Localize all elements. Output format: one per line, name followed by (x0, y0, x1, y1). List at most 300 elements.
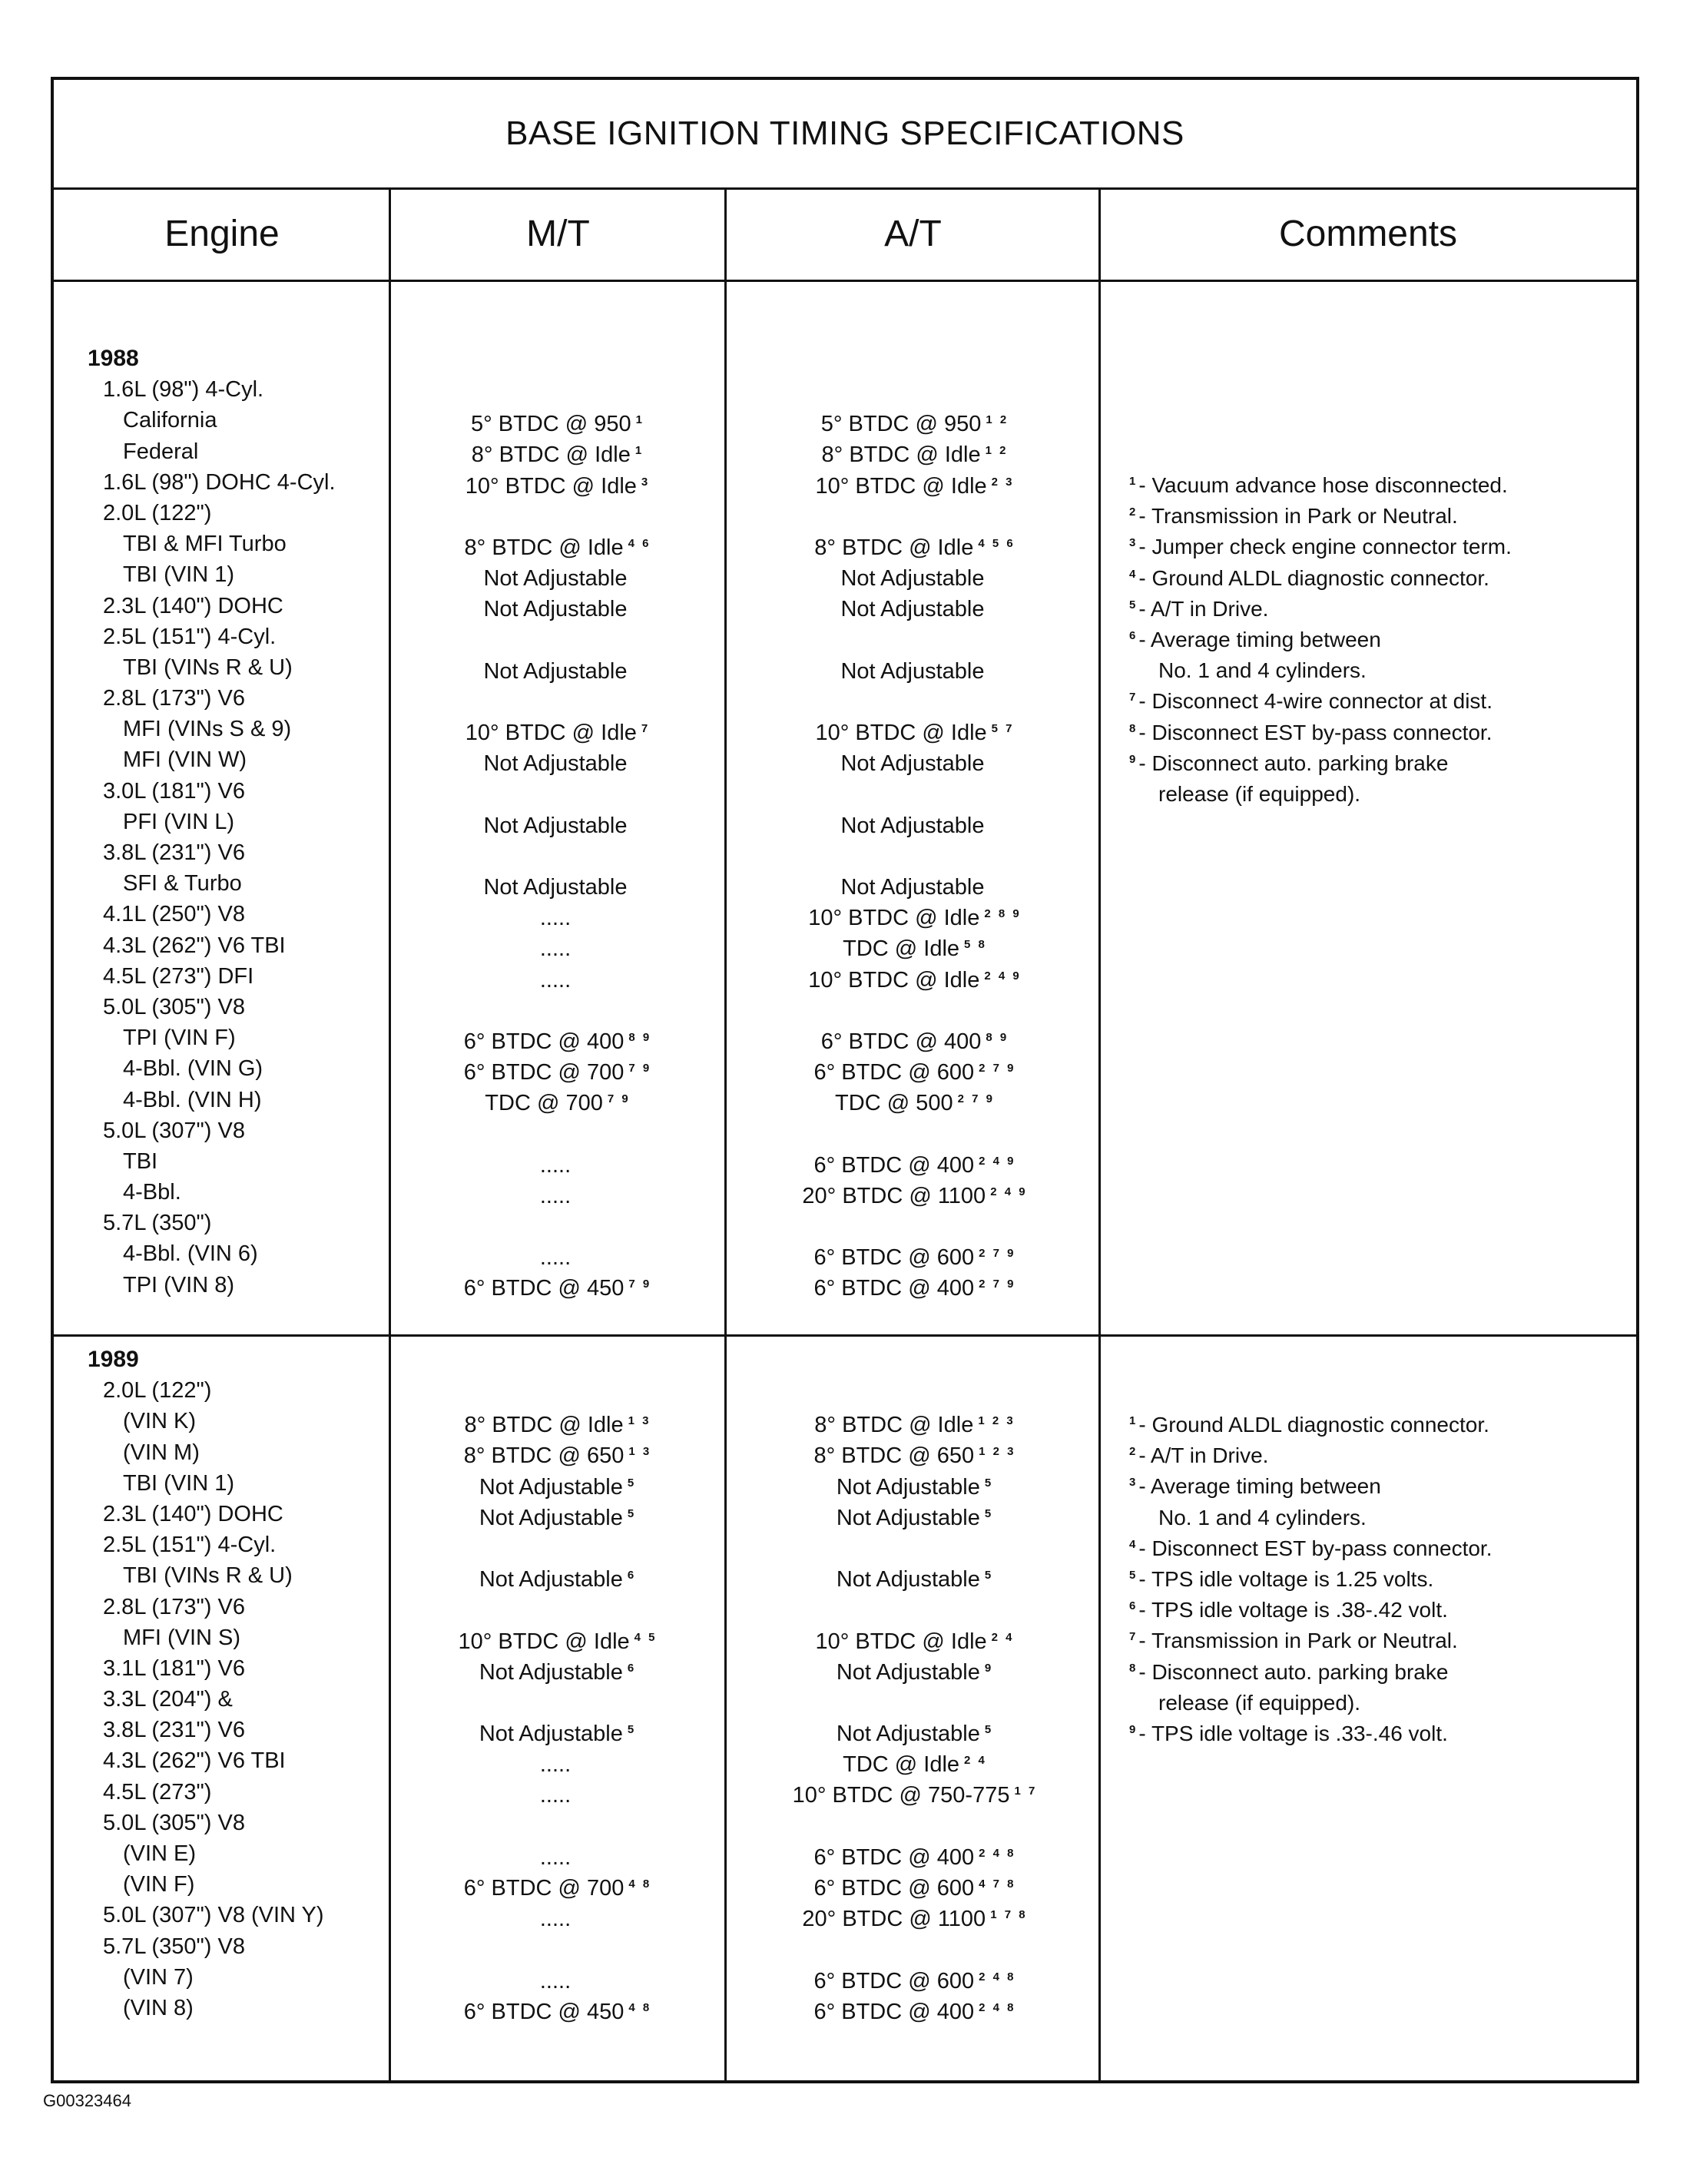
comment-text: No. 1 and 4 cylinders. (1158, 658, 1367, 683)
mt-cell-value: 6° BTDC @ 450 (463, 1999, 625, 2024)
mt-cell (390, 1653, 725, 1684)
mt-cell-value: ..... (539, 1783, 572, 1808)
comment-line (1129, 1406, 1636, 1437)
engine-cell: 5.0L (307") V8 (103, 1118, 245, 1143)
footnote-ref: 2 4 8 (979, 2000, 1016, 2014)
engine-cell: TBI (VINs R & U) (123, 1563, 293, 1589)
at-cell (728, 1930, 1102, 1961)
footnote-ref: 2 3 (991, 475, 1015, 489)
engine-column (88, 343, 379, 1301)
at-cell (728, 1529, 1102, 1560)
at-cell (728, 1776, 1102, 1807)
at-cell-value: 10° BTDC @ Idle (808, 906, 980, 931)
at-cell (728, 1684, 1102, 1715)
engine-cell: 3.0L (181") V6 (103, 778, 245, 804)
mt-cell (390, 744, 725, 775)
footnote-ref: 3 (641, 475, 651, 489)
footnote-ref: 7 9 (607, 1092, 631, 1106)
at-cell (728, 467, 1102, 498)
comment-text: - Average timing between (1138, 627, 1381, 651)
comment-number: 1 (1129, 1414, 1136, 1427)
mt-column (390, 1375, 725, 2023)
comment-number: 7 (1129, 691, 1136, 704)
section-year: 1988 (88, 346, 139, 371)
mt-cell-value: 8° BTDC @ Idle (464, 535, 624, 560)
engine-cell: 5.7L (350") V8 (103, 1934, 245, 1959)
at-cell (728, 775, 1102, 806)
at-cell (728, 1053, 1102, 1084)
footnote-ref: 2 4 9 (984, 969, 1022, 983)
comment-text: - Transmission in Park or Neutral. (1138, 504, 1458, 529)
at-cell-value: 10° BTDC @ Idle (815, 721, 987, 746)
mt-cell (390, 992, 725, 1022)
at-cell-value: 10° BTDC @ Idle (808, 967, 980, 993)
comment-line (1129, 1684, 1636, 1715)
at-cell (728, 744, 1102, 775)
comment-line (1129, 744, 1636, 775)
column-header-row (54, 187, 1636, 282)
footnote-ref: 2 7 9 (979, 1247, 1016, 1261)
mt-cell (390, 436, 725, 466)
mt-cell-value: Not Adjustable (483, 751, 628, 777)
footnote-ref: 2 4 (964, 1754, 987, 1768)
footnote-ref: 4 5 (634, 1630, 658, 1644)
comment-text: release (if equipped). (1158, 1690, 1361, 1715)
mt-cell (390, 1022, 725, 1053)
comment-number: 6 (1129, 628, 1136, 642)
engine-cell: 3.1L (181") V6 (103, 1655, 245, 1681)
engine-cell: SFI & Turbo (123, 871, 242, 896)
comment-text: - Ground ALDL diagnostic connector. (1138, 1413, 1489, 1437)
footnote-ref: 1 2 3 (979, 1445, 1016, 1459)
comment-text: - TPS idle voltage is 1.25 volts. (1138, 1566, 1434, 1591)
at-cell-value: Not Adjustable (840, 566, 985, 592)
at-cell (728, 652, 1102, 683)
at-cell (728, 961, 1102, 992)
footnote-ref: 2 4 8 (979, 1846, 1016, 1860)
at-cell-value: Not Adjustable (840, 813, 985, 838)
comment-number: 5 (1129, 1568, 1136, 1582)
at-cell-value: Not Adjustable (836, 1505, 980, 1530)
mt-cell (390, 1437, 725, 1467)
at-cell (728, 621, 1102, 652)
at-cell (728, 590, 1102, 621)
at-cell-value: 8° BTDC @ Idle (821, 442, 981, 468)
footnote-ref: 5 (627, 1506, 637, 1520)
mt-cell (390, 1622, 725, 1653)
mt-cell (390, 590, 725, 621)
engine-cell: California (123, 408, 217, 433)
comment-line (1129, 1529, 1636, 1560)
footnote-ref: 7 9 (628, 1278, 652, 1291)
comment-line (1129, 1715, 1636, 1745)
mt-cell (390, 1591, 725, 1622)
mt-cell (390, 498, 725, 529)
footnote-ref: 1 7 (1014, 1785, 1038, 1798)
comment-line (1129, 714, 1636, 744)
at-cell-value: TDC @ 500 (835, 1091, 953, 1116)
mt-cell (390, 868, 725, 899)
engine-cell: 2.8L (173") V6 (103, 1594, 245, 1619)
footnote-ref: 6 (627, 1569, 637, 1582)
mt-cell (390, 1238, 725, 1269)
at-cell-value: 8° BTDC @ Idle (814, 1413, 974, 1438)
mt-cell (390, 652, 725, 683)
header-comments: Comments (1278, 213, 1458, 254)
footnote-ref: 2 7 9 (957, 1092, 995, 1106)
mt-cell-value: ..... (539, 1752, 572, 1778)
at-cell-value: 20° BTDC @ 1100 (802, 1907, 986, 1932)
at-cell-value: 6° BTDC @ 400 (820, 1029, 982, 1054)
footnote-ref: 4 7 8 (979, 1877, 1016, 1891)
at-cell (728, 1900, 1102, 1930)
comment-number: 9 (1129, 752, 1136, 766)
mt-cell (390, 1146, 725, 1177)
footnote-ref: 4 5 6 (978, 536, 1015, 550)
footnote-ref: 2 7 9 (979, 1062, 1016, 1075)
engine-cell: Federal (123, 439, 199, 464)
engine-cell: 4-Bbl. (VIN H) (123, 1087, 262, 1112)
mt-cell-value: ..... (539, 1907, 572, 1932)
mt-cell-value: Not Adjustable (479, 1505, 623, 1530)
mt-cell-value: 8° BTDC @ Idle (471, 442, 631, 468)
mt-cell-value: 5° BTDC @ 950 (470, 412, 631, 437)
at-cell (728, 1808, 1102, 1838)
mt-cell (390, 1269, 725, 1300)
at-cell-value: 6° BTDC @ 600 (813, 1060, 975, 1085)
engine-cell: 4-Bbl. (VIN G) (123, 1056, 263, 1082)
footnote-ref: 5 7 (991, 722, 1015, 736)
mt-cell (390, 1900, 725, 1930)
at-cell (728, 1993, 1102, 2023)
comment-line (1129, 1437, 1636, 1467)
at-cell-value: 6° BTDC @ 400 (813, 1152, 975, 1178)
header-at: A/T (884, 213, 942, 254)
mt-cell-value: 6° BTDC @ 700 (463, 1060, 625, 1085)
comment-text: - Jumper check engine connector term. (1138, 535, 1512, 559)
comment-number: 8 (1129, 1661, 1136, 1675)
mt-cell (390, 1053, 725, 1084)
mt-cell-value: 6° BTDC @ 700 (463, 1876, 625, 1901)
at-cell (728, 1238, 1102, 1269)
at-cell (728, 837, 1102, 868)
footnote-ref: 5 8 (964, 938, 987, 952)
comments-column (1129, 466, 1636, 806)
comment-number: 5 (1129, 598, 1136, 611)
at-cell (728, 374, 1102, 405)
mt-cell (390, 1808, 725, 1838)
footnote-ref: 1 (635, 413, 644, 427)
mt-cell-value: Not Adjustable (483, 597, 628, 622)
mt-cell (390, 529, 725, 559)
at-cell (728, 868, 1102, 899)
at-cell-value: 6° BTDC @ 400 (813, 1844, 975, 1870)
at-cell (728, 714, 1102, 744)
section-year: 1989 (88, 1347, 139, 1372)
mt-cell-value: ..... (539, 1245, 572, 1271)
engine-cell: 2.3L (140") DOHC (103, 593, 283, 618)
footnote-ref: 1 3 (628, 1445, 652, 1459)
engine-cell: 5.0L (305") V8 (103, 994, 245, 1019)
mt-cell (390, 1745, 725, 1776)
mt-cell-value: Not Adjustable (483, 566, 628, 592)
comment-text: release (if equipped). (1158, 781, 1361, 806)
mt-cell (390, 1208, 725, 1238)
at-column (728, 374, 1102, 1301)
at-cell (728, 1022, 1102, 1053)
footnote-ref: 5 (984, 1569, 994, 1582)
mt-cell-value: ..... (539, 1183, 572, 1208)
mt-cell (390, 1084, 725, 1115)
at-cell (728, 1560, 1102, 1591)
mt-cell-value: 10° BTDC @ Idle (458, 1629, 630, 1654)
mt-cell-value: Not Adjustable (479, 1659, 623, 1685)
at-cell (728, 436, 1102, 466)
at-cell (728, 1208, 1102, 1238)
mt-cell-value: 8° BTDC @ 650 (463, 1443, 625, 1469)
figure-id: G00323464 (43, 2091, 131, 2110)
at-cell (728, 1468, 1102, 1499)
mt-cell (390, 621, 725, 652)
at-column (728, 1375, 1102, 2023)
section-1988 (54, 282, 1636, 1337)
engine-cell: 5.0L (307") V8 (VIN Y) (103, 1903, 324, 1928)
mt-cell (390, 467, 725, 498)
comments-column (1129, 1406, 1636, 1745)
mt-cell-value: 6° BTDC @ 450 (463, 1276, 625, 1301)
at-cell (728, 683, 1102, 714)
footnote-ref: 2 7 9 (979, 1278, 1016, 1291)
engine-cell: 4.5L (273") (103, 1779, 212, 1805)
mt-cell (390, 559, 725, 590)
comment-text: - Disconnect auto. parking brake (1138, 1659, 1449, 1684)
footnote-ref: 8 9 (628, 1030, 652, 1044)
mt-cell (390, 1529, 725, 1560)
comment-line (1129, 497, 1636, 528)
mt-cell (390, 1406, 725, 1437)
engine-cell: TBI (VIN 1) (123, 562, 235, 588)
mt-cell (390, 961, 725, 992)
mt-cell-value: Not Adjustable (483, 875, 628, 900)
comment-number: 9 (1129, 1722, 1136, 1736)
mt-cell (390, 1499, 725, 1529)
mt-cell (390, 1684, 725, 1715)
mt-cell-value: TDC @ 700 (485, 1091, 603, 1116)
mt-cell (390, 1930, 725, 1961)
mt-cell (390, 775, 725, 806)
comment-line (1129, 590, 1636, 621)
at-cell (728, 1084, 1102, 1115)
at-cell (728, 1177, 1102, 1208)
comment-line (1129, 621, 1636, 651)
at-cell-value: 8° BTDC @ Idle (814, 535, 974, 560)
at-cell-value: 6° BTDC @ 600 (813, 1876, 975, 1901)
at-cell (728, 1869, 1102, 1900)
footnote-ref: 4 8 (628, 1877, 652, 1891)
footnote-ref: 2 4 (991, 1630, 1015, 1644)
comment-number: 2 (1129, 505, 1136, 519)
mt-cell-value: 10° BTDC @ Idle (465, 473, 637, 499)
engine-cell: 4.5L (273") DFI (103, 963, 254, 989)
mt-cell (390, 1993, 725, 2023)
engine-cell: 2.5L (151") 4-Cyl. (103, 1533, 277, 1558)
at-cell-value: 10° BTDC @ Idle (815, 1629, 987, 1654)
at-cell (728, 1838, 1102, 1869)
at-cell-value: Not Adjustable (836, 1659, 980, 1685)
footnote-ref: 7 9 (628, 1062, 652, 1075)
engine-cell: 3.8L (231") V6 (103, 840, 245, 865)
mt-cell-value: ..... (539, 906, 572, 931)
mt-cell (390, 405, 725, 436)
engine-cell: 5.7L (350") (103, 1211, 212, 1236)
engine-cell: 4-Bbl. (VIN 6) (123, 1241, 258, 1267)
at-cell (728, 807, 1102, 837)
comment-line (1129, 466, 1636, 497)
comment-line (1129, 651, 1636, 682)
mt-cell-value: ..... (539, 1152, 572, 1178)
at-cell-value: TDC @ Idle (843, 1752, 960, 1778)
engine-cell: 1.6L (98") DOHC 4-Cyl. (103, 469, 336, 495)
engine-cell: 4-Bbl. (123, 1180, 181, 1205)
engine-cell: (VIN K) (123, 1409, 197, 1434)
at-cell (728, 1653, 1102, 1684)
engine-cell: 3.3L (204") & (103, 1687, 233, 1712)
engine-cell: 4.1L (250") V8 (103, 902, 245, 927)
at-cell (728, 1591, 1102, 1622)
engine-cell: 2.0L (122") (103, 500, 212, 525)
mt-cell (390, 1177, 725, 1208)
footnote-ref: 5 (627, 1476, 637, 1490)
at-cell (728, 405, 1102, 436)
at-cell-value: Not Adjustable (836, 1722, 980, 1747)
footnote-ref: 6 (627, 1661, 637, 1675)
engine-cell: TPI (VIN F) (123, 1026, 236, 1051)
footnote-ref: 5 (984, 1476, 994, 1490)
mt-cell (390, 1715, 725, 1745)
mt-cell (390, 1560, 725, 1591)
at-cell (728, 1406, 1102, 1437)
engine-cell: MFI (VIN W) (123, 747, 247, 773)
mt-cell-value: ..... (539, 1844, 572, 1870)
comment-line (1129, 1499, 1636, 1529)
mt-cell (390, 837, 725, 868)
comment-line (1129, 1560, 1636, 1591)
at-cell (728, 559, 1102, 590)
engine-cell: (VIN F) (123, 1872, 195, 1897)
mt-cell-value: 10° BTDC @ Idle (465, 721, 637, 746)
engine-cell: TBI & MFI Turbo (123, 532, 287, 557)
engine-cell: (VIN 8) (123, 1995, 194, 2020)
comment-number: 3 (1129, 536, 1136, 550)
mt-cell-value: 6° BTDC @ 400 (463, 1029, 625, 1054)
engine-cell: 4.3L (262") V6 TBI (103, 933, 286, 958)
comment-text: - Average timing between (1138, 1474, 1381, 1499)
mt-cell-value: Not Adjustable (479, 1474, 623, 1500)
comment-line (1129, 1591, 1636, 1622)
comment-line (1129, 1653, 1636, 1684)
at-cell (728, 1745, 1102, 1776)
mt-cell (390, 930, 725, 960)
comment-line (1129, 528, 1636, 558)
footnote-ref: 1 3 (628, 1414, 651, 1428)
engine-cell: MFI (VIN S) (123, 1625, 241, 1650)
footnote-ref: 5 (984, 1506, 994, 1520)
engine-cell: 2.3L (140") DOHC (103, 1501, 283, 1526)
header-mt: M/T (526, 213, 590, 254)
at-cell (728, 1715, 1102, 1745)
mt-cell (390, 1115, 725, 1146)
at-cell (728, 498, 1102, 529)
mt-cell (390, 1375, 725, 1406)
mt-cell (390, 1776, 725, 1807)
at-cell-value: 6° BTDC @ 400 (813, 1999, 975, 2024)
mt-cell (390, 1962, 725, 1993)
at-cell (728, 1375, 1102, 1406)
comment-number: 6 (1129, 1599, 1136, 1613)
at-cell-value: 6° BTDC @ 600 (813, 1245, 975, 1271)
mt-cell (390, 899, 725, 930)
engine-cell: 2.5L (151") 4-Cyl. (103, 624, 277, 649)
engine-column (88, 1344, 379, 2023)
footnote-ref: 1 7 8 (990, 1908, 1028, 1922)
engine-cell: (VIN 7) (123, 1964, 194, 1990)
comment-number: 8 (1129, 721, 1136, 735)
engine-cell: 2.0L (122") (103, 1378, 212, 1404)
comment-text: - Disconnect EST by-pass connector. (1138, 1536, 1493, 1560)
at-cell (728, 1437, 1102, 1467)
footnote-ref: 1 (634, 444, 644, 458)
comment-text: - TPS idle voltage is .38-.42 volt. (1138, 1598, 1448, 1622)
comment-text: - TPS idle voltage is .33-.46 volt. (1138, 1721, 1448, 1745)
footnote-ref: 9 (984, 1661, 994, 1675)
mt-cell-value: Not Adjustable (483, 658, 628, 684)
comment-number: 7 (1129, 1630, 1136, 1644)
timing-spec-table (51, 77, 1639, 2083)
engine-cell: TBI (123, 1148, 158, 1174)
mt-cell (390, 1869, 725, 1900)
comment-text: - Disconnect auto. parking brake (1138, 751, 1449, 775)
comment-line (1129, 1622, 1636, 1652)
mt-cell-value: Not Adjustable (479, 1722, 623, 1747)
comment-line (1129, 682, 1636, 713)
mt-column (390, 374, 725, 1301)
mt-cell (390, 374, 725, 405)
at-cell (728, 1962, 1102, 1993)
at-cell-value: Not Adjustable (840, 597, 985, 622)
engine-cell: (VIN M) (123, 1440, 200, 1465)
comment-number: 1 (1129, 475, 1136, 488)
at-cell-value: 10° BTDC @ 750-775 (792, 1783, 1010, 1808)
mt-cell-value: 8° BTDC @ Idle (464, 1413, 624, 1438)
comment-line (1129, 1467, 1636, 1498)
footnote-ref: 7 (641, 722, 651, 736)
comment-number: 4 (1129, 567, 1136, 581)
comment-text: - Ground ALDL diagnostic connector. (1138, 565, 1489, 590)
comment-text: - Disconnect 4-wire connector at dist. (1138, 689, 1493, 714)
at-cell-value: TDC @ Idle (843, 936, 960, 962)
engine-cell: PFI (VIN L) (123, 809, 235, 834)
at-cell (728, 1146, 1102, 1177)
comment-number: 2 (1129, 1445, 1136, 1459)
at-cell (728, 1499, 1102, 1529)
mt-cell-value: ..... (539, 967, 572, 993)
footnote-ref: 4 6 (628, 536, 651, 550)
comment-text: - Disconnect EST by-pass connector. (1138, 720, 1493, 744)
header-engine: Engine (164, 213, 280, 254)
mt-cell-value: ..... (539, 936, 572, 962)
mt-cell-value: Not Adjustable (483, 813, 628, 838)
table-title: BASE IGNITION TIMING SPECIFICATIONS (54, 80, 1636, 190)
